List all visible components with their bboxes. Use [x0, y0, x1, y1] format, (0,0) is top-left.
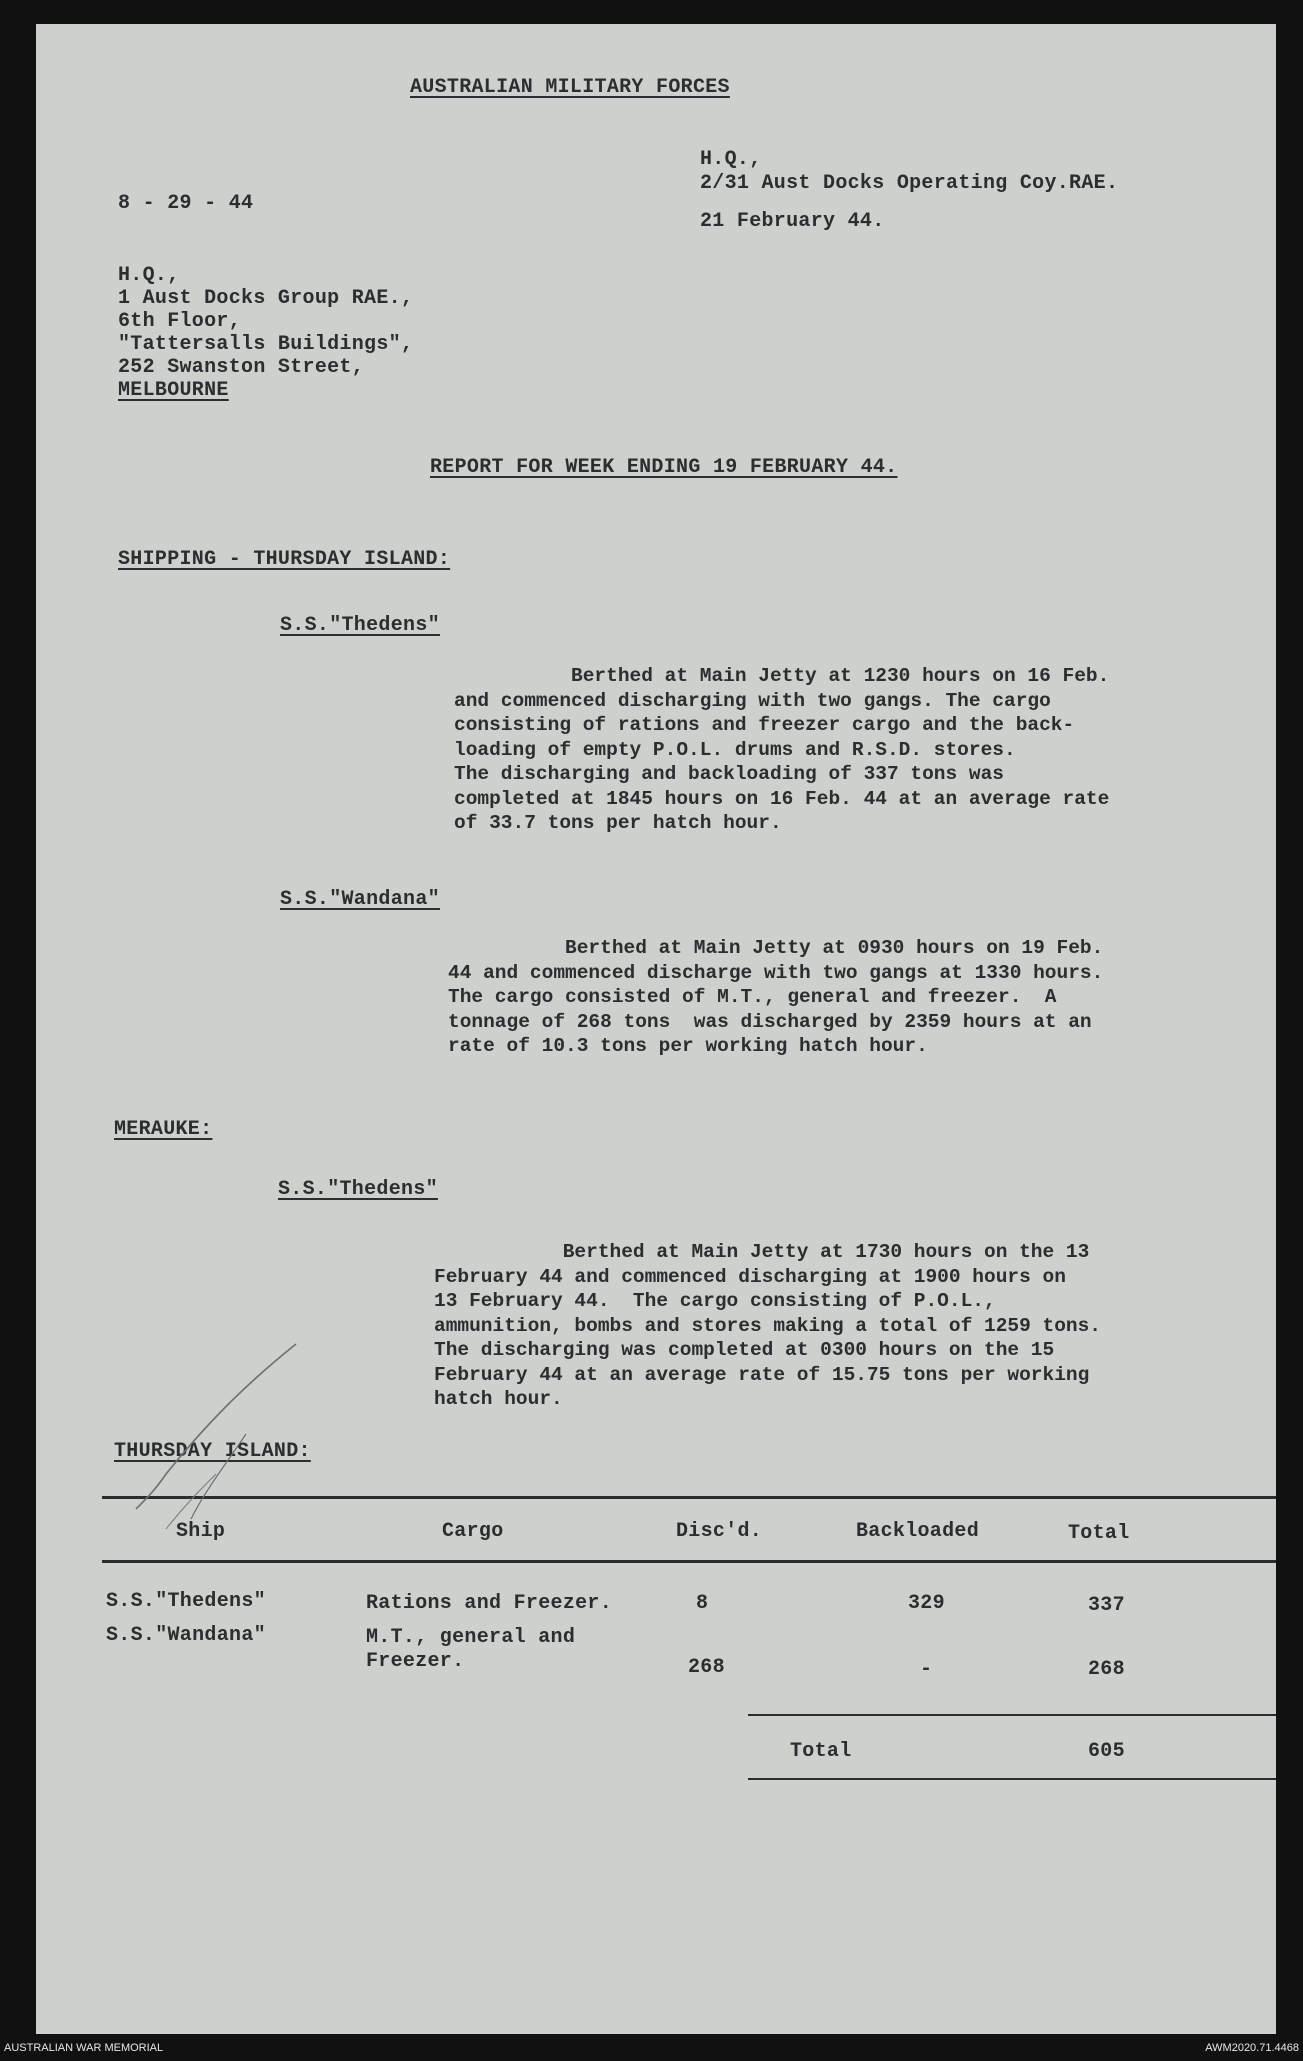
row-ship: S.S."Wandana" [106, 1624, 266, 1647]
archive-footer [0, 2035, 1303, 2061]
column-header-backloaded: Backloaded [856, 1520, 980, 1543]
column-header-cargo: Cargo [442, 1520, 504, 1543]
section-heading: MERAUKE: [114, 1118, 213, 1141]
row-cargo: Freezer. [366, 1650, 465, 1673]
grand-total-value: 605 [1088, 1740, 1125, 1763]
ship-report-paragraph: Berthed at Main Jetty at 0930 hours on 19 Feb. 44 and commenced discharge with two gangs at 1330 hours. The cargo consisted of M.T., general and freezer. A tonnage of 268 tons was discharged by 2359 hours at an rate of 10.3 tons per working hatch hour. [448, 937, 1104, 1057]
footer-accession-number: AWM2020.71.4468 [1205, 2042, 1299, 2054]
sender-hq: H.Q., [700, 148, 762, 171]
row-backloaded: 329 [908, 1592, 945, 1615]
report-title: REPORT FOR WEEK ENDING 19 FEBRUARY 44. [430, 456, 898, 479]
ship-report-paragraph: Berthed at Main Jetty at 1730 hours on the 13 February 44 and commenced discharging at 1900 hours on 13 February 44. The cargo consisting of P.O.L., ammunition, bombs and stores making a total of 1259 tons. The discharging was completed at 0300 hours on the 15 February 44 at an average rate of 15.75 tons per working hatch hour. [434, 1241, 1102, 1410]
column-header-discharged: Disc'd. [676, 1520, 763, 1543]
row-cargo: M.T., general and [366, 1626, 576, 1649]
ship-name: S.S."Wandana" [280, 888, 440, 911]
table-rule-header [102, 1560, 1276, 1563]
addressee-line: H.Q., [118, 264, 180, 287]
letter-date: 21 February 44. [700, 210, 885, 233]
document-page [36, 24, 1276, 2034]
file-reference: 8 - 29 - 44 [118, 192, 254, 215]
footer-institution: AUSTRALIAN WAR MEMORIAL [4, 2042, 164, 2054]
ship-name: S.S."Thedens" [280, 614, 440, 637]
row-discharged: 8 [696, 1592, 709, 1615]
ship-name: S.S."Thedens" [278, 1178, 438, 1201]
addressee-line: 6th Floor, [118, 310, 242, 333]
row-discharged: 268 [688, 1656, 725, 1679]
grand-total-label: Total [790, 1740, 852, 1763]
row-total: 337 [1088, 1594, 1125, 1617]
addressee-line: "Tattersalls Buildings", [118, 333, 414, 356]
row-backloaded: - [920, 1658, 933, 1681]
row-total: 268 [1088, 1658, 1125, 1681]
sender-unit: 2/31 Aust Docks Operating Coy.RAE. [700, 172, 1119, 195]
total-rule-top [748, 1714, 1276, 1716]
addressee-line: 1 Aust Docks Group RAE., [118, 287, 414, 310]
pencil-scribble-mark [96, 1324, 316, 1544]
row-cargo: Rations and Freezer. [366, 1592, 613, 1615]
row-ship: S.S."Thedens" [106, 1590, 266, 1613]
section-heading: SHIPPING - THURSDAY ISLAND: [118, 548, 451, 571]
total-rule-bottom [748, 1778, 1276, 1780]
table-heading: THURSDAY ISLAND: [114, 1440, 311, 1463]
letterhead: AUSTRALIAN MILITARY FORCES [410, 76, 730, 99]
addressee-city: MELBOURNE [118, 379, 229, 402]
column-header-ship: Ship [176, 1520, 226, 1543]
addressee-line: 252 Swanston Street, [118, 356, 365, 379]
ship-report-paragraph: Berthed at Main Jetty at 1230 hours on 16 Feb. and commenced discharging with two gangs. The cargo consisting of rations and freezer cargo and the back- loading of empty P.O.L. drums and R.S.D. stores. The discharging and backloading of 337 tons was completed at 1845 hours on 16 Feb. 44 at an average rate of 33.7 tons per hatch hour. [454, 665, 1110, 834]
column-header-total: Total [1068, 1522, 1130, 1545]
